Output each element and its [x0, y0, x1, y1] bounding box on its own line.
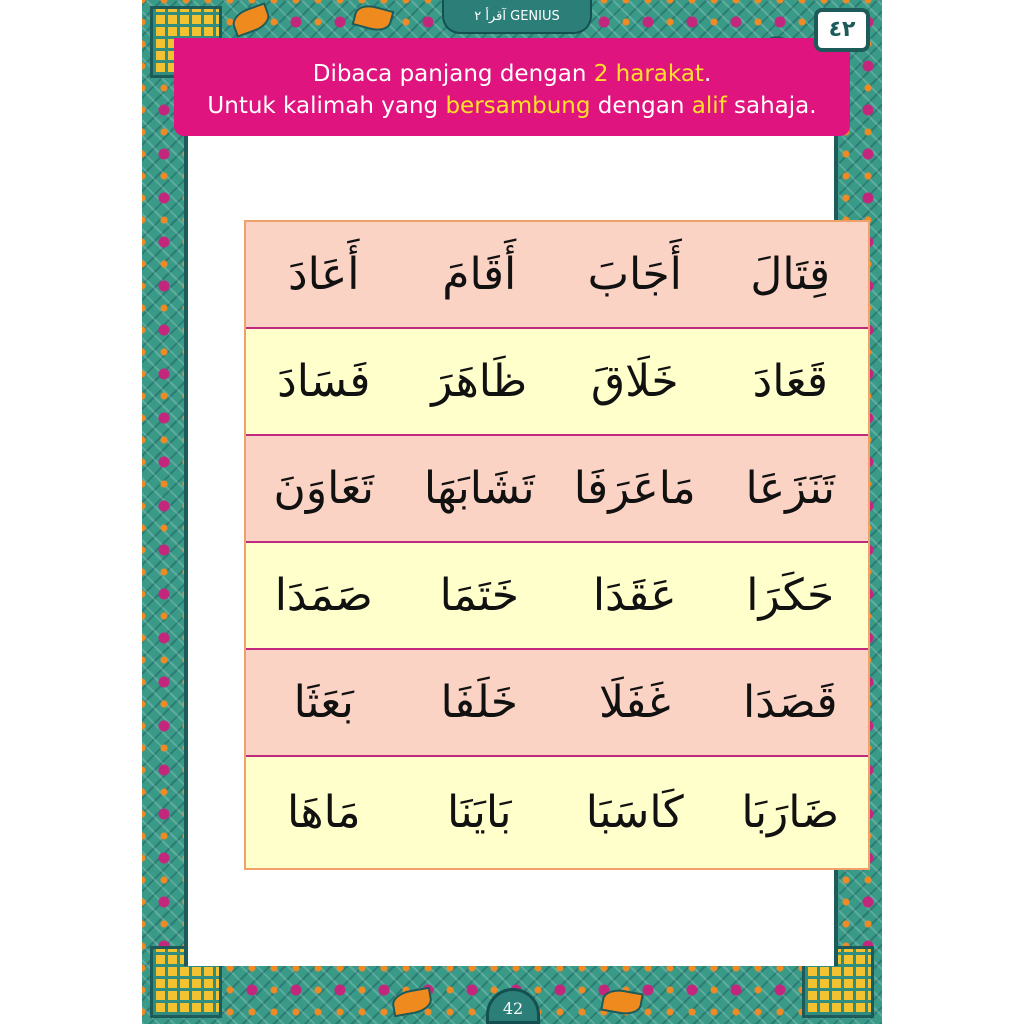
arabic-word: فَسَادَ: [277, 356, 371, 407]
arabic-word: صَمَدَا: [274, 570, 373, 621]
table-row: [246, 543, 868, 650]
floral-ornament: [229, 2, 273, 38]
arabic-word: تَشَابَهَا: [423, 463, 535, 514]
book-title-tab: آقرأ ٢ GENIUS: [442, 0, 592, 34]
content-panel: [184, 136, 838, 966]
instruction-highlight: alif: [691, 93, 727, 119]
table-row: [246, 650, 868, 757]
arabic-word: مَاعَرَفَا: [573, 463, 696, 514]
arabic-word: أَعَادَ: [288, 249, 360, 300]
table-row: [246, 329, 868, 436]
instruction-line-2: [174, 92, 850, 120]
arabic-word: خَلَفَا: [440, 677, 518, 728]
floral-ornament: [390, 987, 434, 1018]
arabic-word: ضَارَبَا: [741, 787, 840, 838]
table-row: [246, 222, 868, 329]
arabic-word: مَاهَا: [286, 787, 361, 838]
instruction-text: .: [703, 61, 712, 87]
arabic-word: بَايَنَا: [446, 787, 512, 838]
arabic-word: غَفَلَا: [598, 677, 671, 728]
arabic-word: حَكَرَا: [746, 570, 835, 621]
table-row: [246, 436, 868, 543]
instruction-text: sahaja.: [726, 93, 817, 119]
arabic-word: خَتَمَا: [439, 570, 519, 621]
arabic-word: عَقَدَا: [592, 570, 677, 621]
arabic-word: تَنَزَعَا: [745, 463, 835, 514]
arabic-word: خَلَاقَ: [590, 356, 679, 407]
instruction-highlight: 2 harakat: [593, 61, 704, 87]
instruction-text: Dibaca panjang dengan: [312, 61, 594, 87]
word-table: [244, 220, 870, 870]
floral-ornament: [600, 987, 644, 1018]
instruction-highlight: bersambung: [445, 93, 591, 119]
instruction-text: dengan: [590, 93, 692, 119]
page-frame: [142, 0, 882, 1024]
floral-ornament: [352, 1, 395, 34]
arabic-word: كَاسَبَا: [585, 787, 684, 838]
arabic-word: أَجَابَ: [587, 249, 682, 300]
arabic-word: ظَاهَرَ: [431, 356, 528, 407]
arabic-word: قَصَدَا: [742, 677, 838, 728]
instruction-text: Untuk kalimah yang: [207, 93, 446, 119]
instruction-line-1: [174, 60, 850, 88]
arabic-word: بَعَثَا: [293, 677, 354, 728]
page-number-badge: 42: [486, 988, 540, 1024]
arabic-page-number: ٤٢: [814, 8, 870, 52]
table-row: [246, 757, 868, 868]
arabic-word: أَقَامَ: [442, 249, 517, 300]
arabic-word: تَعَاوَنَ: [273, 463, 374, 514]
instruction-banner: [174, 38, 850, 136]
arabic-word: قِتَالَ: [750, 249, 831, 300]
arabic-word: قَعَادَ: [752, 356, 828, 407]
